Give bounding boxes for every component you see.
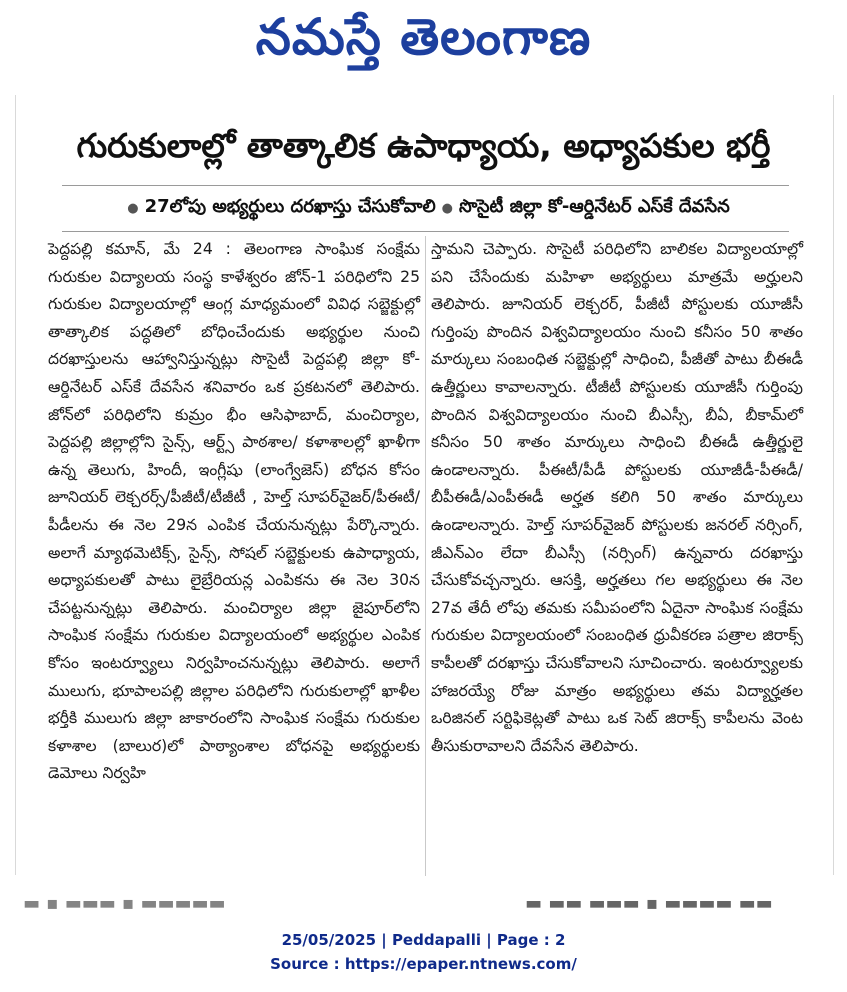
article-column-left: [48, 236, 420, 876]
cropped-adjacent-article: [15, 893, 832, 915]
subhead-1: 27లోపు అభ్యర్థులు దరఖాస్తు చేసుకోవాలి: [144, 196, 436, 217]
article-subheadline: [62, 185, 789, 232]
bullet-icon: ●: [127, 201, 139, 216]
newspaper-title-logo: నమస్తే తెలంగాణ: [255, 8, 592, 66]
page-footer: [0, 928, 847, 976]
column-left-text: పెద్దపల్లి కమాన్, మే 24 : తెలంగాణ సాంఘిక సంక్షేమ గురుకుల విద్యాలయ సంస్థ కాళేశ్వరం జోన్-1 పరిధిలోని 25 గురుకుల విద్యాలయాల్లో ఆంగ్ల మాధ్యమంలో వివిధ సబ్జెక్టుల్లో తాత్కాలిక పద్ధతిలో బోధించేందుకు అభ్యర్థుల నుంచి దరఖాస్తులను ఆహ్వానిస్తున్నట్లు సొసైటీ పెద్దపల్లి జిల్లా కో-ఆర్డినేటర్ ఎస్‌కే దేవసేన శనివారం ఒక ప్రకటనలో తెలిపారు. జోన్‌లో పరిధిలోని కుమ్రం భీం ఆసిఫాబాద్, మంచిర్యాల, పెద్దపల్లి జిల్లాల్లోని సైన్స్, ఆర్ట్స్ పాఠశాల/ కళాశాలల్లో ఖాళీగా ఉన్న తెలుగు, హిందీ, ఇంగ్లీషు (లాంగ్వేజెస్) బోధన కోసం జూనియర్ లెక్చరర్స్/పీజీటీ/టీజీటీ , హెల్త్ సూపర్‌వైజర్/పీఈటీ/పీడీలను ఈ నెల 29న ఎంపిక చేయనున్నట్లు పేర్కొన్నారు. అలాగే మ్యాథమెటిక్స్, సైన్స్, సోషల్ సబ్జెక్టులకు ఉపాధ్యాయ, అధ్యాపకులతో పాటు లైబ్రేరియన్ల ఎంపికను ఈ నెల 30న చేపట్టనున్నట్లు తెలిపారు. మంచిర్యాల జిల్లా జైపూర్‌లోని సాంఘిక సంక్షేమ గురుకుల విద్యాలయంలో అభ్యర్థుల ఎంపిక కోసం ఇంటర్వ్యూలు నిర్వహించనున్నట్లు తెలిపారు. అలాగే ములుగు, భూపాలపల్లి జిల్లాల పరిధిలోని గురుకులాల్లో ఖాళీల భర్తీకి ములుగు జిల్లా జాకారంలోని సాంఘిక సంక్షేమ గురుకుల కళాశాల (బాలుర)లో పాఠ్యాంశాల బోధనపై అభ్యర్థులకు డెమోలు నిర్వహి: [48, 240, 420, 783]
article-column-right: [431, 236, 803, 876]
footer-date-edition: 25/05/2025 | Peddapalli | Page : 2: [281, 931, 566, 949]
column-divider: [425, 236, 426, 876]
footer-source-link[interactable]: Source : https://epaper.ntnews.com/: [270, 955, 577, 973]
masthead: [0, 0, 847, 80]
cropped-text-right: ▬ ▬▬ ▬▬▬ ▪ ▬▬▬▬ ▬▬: [525, 893, 773, 914]
subhead-2: సొసైటీ జిల్లా కో-ఆర్డినేటర్ ఎస్‌కే దేవసేన: [459, 196, 730, 217]
bullet-icon: ●: [441, 201, 453, 216]
article-headline: గురుకులాల్లో తాత్కాలిక ఉపాధ్యాయ, అధ్యాపకుల భర్తీ: [76, 126, 771, 165]
column-right-text: స్తామని చెప్పారు. సొసైటీ పరిధిలోని బాలికల విద్యాలయాల్లో పని చేసేందుకు మహిళా అభ్యర్థులు మాత్రమే అర్హులని తెలిపారు. జూనియర్ లెక్చరర్, పీజీటీ పోస్టులకు యూజీసీ గుర్తింపు పొందిన విశ్వవిద్యాలయం నుంచి కనీసం 50 శాతం మార్కులు సంబంధిత సబ్జెక్టుల్లో సాధించి, పీజీతో పాటు బీఈడీ ఉత్తీర్ణులు కావాలన్నారు. టీజీటీ పోస్టులకు యూజీసీ గుర్తింపు పొందిన విశ్వవిద్యాలయం నుంచి బీఎస్సీ, బీఏ, బీకామ్‌లో కనీసం 50 శాతం మార్కులు సాధించి బీఈడీ ఉత్తీర్ణులై ఉండాలన్నారు. పీఈటీ/పీడీ పోస్టులకు యూజీడీ-పీఈడీ/బీపీఈడీ/ఎంపీఈడీ అర్హత కలిగి 50 శాతం మార్కులు ఉండాలన్నారు. హెల్త్ సూపర్‌వైజర్ పోస్టులకు జనరల్ నర్సింగ్, జీఎన్ఎం లేదా బీఎస్సీ (నర్సింగ్) ఉన్నవారు దరఖాస్తు చేసుకోవచ్చన్నారు. ఆసక్తి, అర్హతలు గల అభ్యర్థులు ఈ నెల 27వ తేదీ లోపు తమకు సమీపంలోని ఏదైనా సాంఘిక సంక్షేమ గురుకుల విద్యాలయంలో సంబంధిత ధ్రువీకరణ పత్రాల జిరాక్స్ కాపీలతో దరఖాస్తు చేసుకోవాలని సూచించారు. ఇంటర్వ్యూలకు హాజరయ్యే రోజు మాత్రం అభ్యర్థులు తమ విద్యార్హతల ఒరిజినల్ సర్టిఫికెట్లతో పాటు ఒక సెట్ జిరాక్స్ కాపీలను వెంట తీసుకురావాలని దేవసేన తెలిపారు.: [431, 240, 803, 755]
cropped-text-left: ▬ ▪ ▬▬▬ ▪ ▬▬▬▬▬: [23, 893, 226, 914]
